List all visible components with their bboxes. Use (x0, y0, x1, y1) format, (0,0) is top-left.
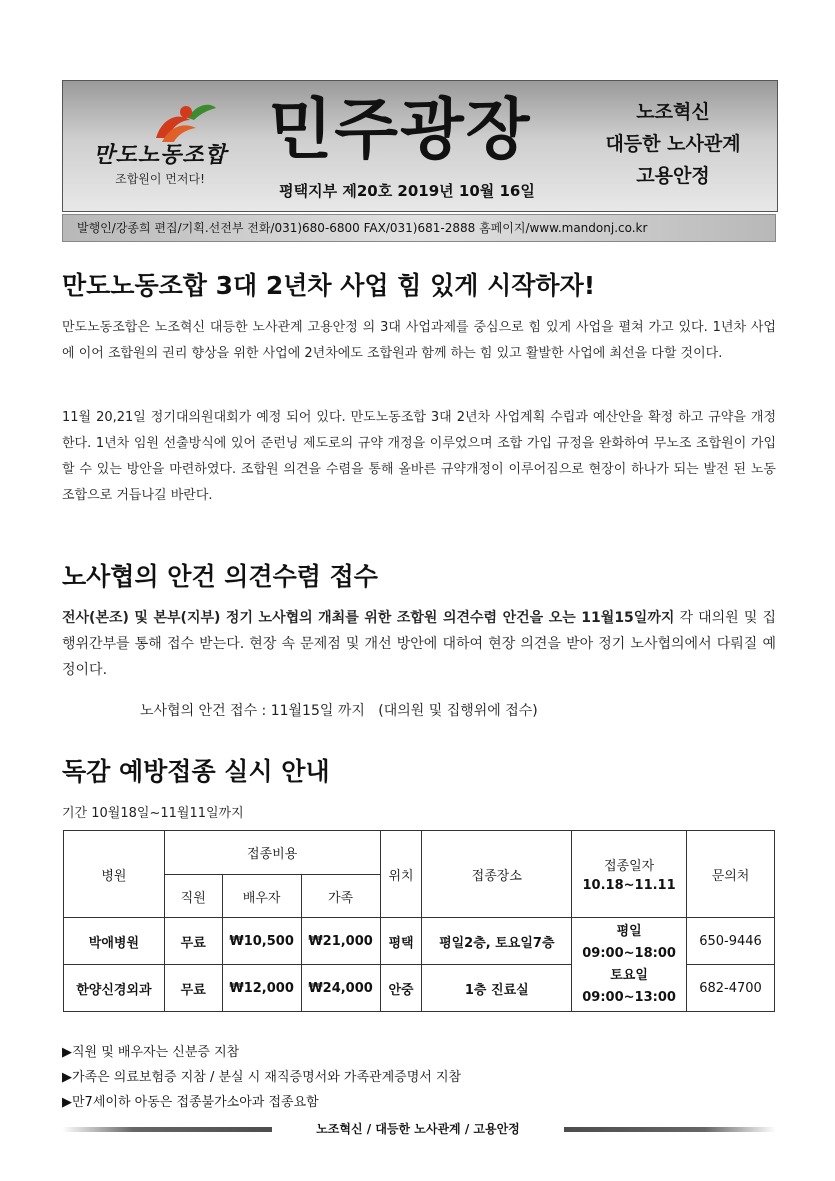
newsletter-title: 민주광장 (268, 91, 532, 168)
header-date-range: 10.18~11.11 (582, 878, 676, 893)
vaccination-period: 기간 10월18일~11월11일까지 (62, 806, 244, 821)
logo-slogan: 조합원이 먼저다! (115, 172, 205, 186)
cell-location: 평택 (380, 918, 422, 965)
logo-name: 만도노동조합 (93, 142, 227, 168)
note-item: ▶가족은 의료보험증 지참 / 분실 시 재직증명서와 가족관계증명서 지참 (62, 1070, 462, 1085)
article1-paragraph-1: 만도노동조합은 노조혁신 대등한 노사관계 고용안정 의 3대 사업과제를 중심으로 힘 있게 사업을 펼쳐 가고 있다. 1년차 사업에 이어 조합원의 권리 향상을 위한 사업에 2년차에도 조합원과 함께 하는 힘 있고 활발한 사업에 최선을 다할 것이다. (62, 320, 776, 361)
issue-info: 평택지부 제20호 2019년 10월 16일 (279, 182, 535, 200)
article2-rest: 각 대의원 및 집행위간부를 통해 접수 받는다. 현장 속 문제점 및 개선 방안에 대하여 현장 의견을 받아 정기 노사협의에서 다뤄질 예정이다. (62, 610, 776, 678)
cell-contact: 682-4700 (687, 965, 775, 1012)
footer-slogan: 노조혁신 / 대등한 노사관계 / 고용안정 (272, 1119, 564, 1139)
cell-family-cost: ₩21,000 (301, 918, 380, 965)
masthead-slogans (578, 96, 768, 192)
schedule-saturday-time: 09:00~13:00 (582, 989, 676, 1005)
cell-spouse-cost: ₩10,500 (222, 918, 301, 965)
schedule-weekday: 평일 (616, 923, 642, 939)
cell-employee-cost: 무료 (164, 918, 222, 965)
cell-contact: 650-9446 (687, 918, 775, 965)
header-place: 접종장소 (422, 831, 572, 918)
table-row (64, 918, 775, 965)
header-employee: 직원 (164, 875, 222, 918)
header-family: 가족 (301, 875, 380, 918)
slogan-line: 고용안정 (636, 165, 710, 187)
header-date (572, 831, 687, 918)
agenda-deadline-note: (대의원 및 집행위에 접수) (378, 703, 538, 719)
article2-bold-lead: 전사(본조) 및 본부(지부) 정기 노사협의 개최를 위한 조합원 의견수렴 안건을 오는 11월15일까지 (62, 610, 675, 626)
cell-schedule (572, 918, 687, 1012)
header-location: 위치 (380, 831, 422, 918)
cell-place: 1층 진료실 (422, 965, 572, 1012)
cell-employee-cost: 무료 (164, 965, 222, 1012)
cell-hospital: 한양신경외과 (64, 965, 165, 1012)
vaccination-notes (62, 1040, 461, 1115)
publisher-info-bar: 발행인/강종희 편집/기획.선전부 전화/031)680-6800 FAX/031)681-2888 홈페이지/www.mandonj.co.kr (62, 214, 776, 242)
article3-heading: 독감 예방접종 실시 안내 (62, 757, 330, 786)
header-hospital: 병원 (64, 831, 165, 918)
schedule-weekday-time: 09:00~18:00 (582, 945, 676, 961)
header-spouse: 배우자 (222, 875, 301, 918)
slogan-line: 대등한 노사관계 (605, 133, 741, 155)
header-cost: 접종비용 (164, 831, 380, 875)
cell-place: 평일2층, 토요일7층 (422, 918, 572, 965)
header-contact: 문의처 (687, 831, 775, 918)
note-item: ▶만7세이하 아동은 접종불가소아과 접종요함 (62, 1095, 319, 1110)
article1-paragraph-2: 11월 20,21일 정기대의원대회가 예정 되어 있다. 만도노동조합 3대 2년차 사업계획 수립과 예산안을 확정 하고 규약을 개정한다. 1년차 임원 선출방식에 있어 준런닝 제도로의 규약 개정을 이루었으며 조합 가입 규정을 완화하여 무노조 조합원이 가입 할 수 있는 방안을 마련하였다. 조합원 의견을 수렴을 통해 올바른 규약개정이 이루어짐으로 현장이 하나가 되는 발전 된 노동조합으로 거듭나길 바란다. (62, 410, 776, 503)
table-header-row (64, 831, 775, 875)
schedule-saturday: 토요일 (610, 967, 648, 983)
cell-hospital: 박애병원 (64, 918, 165, 965)
cell-family-cost: ₩24,000 (301, 965, 380, 1012)
article2-heading: 노사협의 안건 의견수렴 접수 (62, 562, 378, 591)
cell-location: 안중 (380, 965, 422, 1012)
header-date-label: 접종일자 (603, 859, 655, 874)
agenda-deadline-line (140, 700, 538, 720)
note-item: ▶직원 및 배우자는 신분증 지참 (62, 1045, 240, 1060)
vaccination-table (63, 830, 775, 1012)
article2-paragraph (62, 605, 776, 683)
cell-spouse-cost: ₩12,000 (222, 965, 301, 1012)
slogan-line: 노조혁신 (636, 101, 710, 123)
agenda-deadline: 노사협의 안건 접수 : 11월15일 까지 (140, 703, 365, 719)
article1-heading: 만도노동조합 3대 2년차 사업 힘 있게 시작하자! (62, 271, 596, 300)
union-logo (70, 92, 250, 202)
